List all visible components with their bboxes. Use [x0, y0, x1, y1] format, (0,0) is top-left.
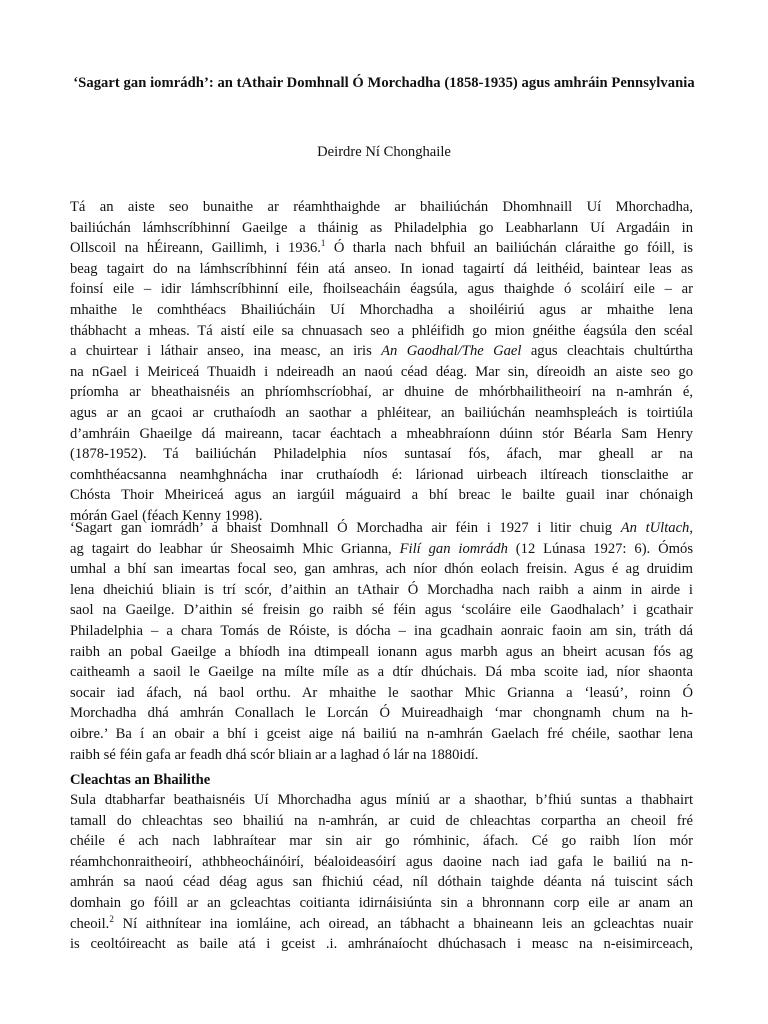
text-line: saol na Gaeilge. D’aithin sé freisin go raibh sé féin agus ‘scoláire eile Gaodhalach’ i gcathair — [70, 602, 693, 619]
text-line: foinsí eile – idir lámhscríbhinní eile, fhoilseacháin éagsúla, agus thaighde ó scoláirí eile – ar — [70, 281, 693, 298]
text-line: réamhchonraitheoirí, athbheocháinóirí, béaloideasóirí agus daoine nach iad gafa le bailiú na n- — [70, 853, 693, 870]
text-segment: Ní aithnítear ina iomláine, ach oiread, an tábhacht a bhaineann leis an gcleachtas nuair — [113, 915, 693, 932]
text-line: (1878-1952). Tá bailiúchán Philadelphia níos suntasaí fós, áfach, mar gheall ar na — [70, 446, 693, 463]
text-line: beag tagairt do na lámhscríbhinní féin atá anseo. In ionad tagairtí dá leithéid, baintear leas as — [70, 260, 693, 277]
text-line: Chósta Thoir Mheiriceá agus an iargúil máguaird a bhí breac le bailte guail inar chónaigh — [70, 487, 693, 504]
text-segment: , — [689, 520, 693, 536]
text-line: raibh sé féin gafa ar feadh dhá scór bliain ar a laghad ó lár na 1880idí. — [70, 746, 479, 763]
book-title: Filí gan iomrádh — [399, 540, 508, 557]
text-line: amhrán sa naoú céad déag agus san fhichiú céad, níl dóthain taighde déanta ná tuiscint sách — [70, 874, 693, 891]
text-line: is ceoltóireacht as baile atá i gceist .i. amhránaíocht dhúchasach i measc na n-eisimirceach, — [70, 936, 693, 953]
text-segment: cheoil. — [70, 915, 110, 932]
text-segment: Ó tharla nach bhfuil an bailiúchán cláraithe go fóill, is — [325, 240, 693, 257]
text-segment: Ollscoil na hÉireann, Gaillimh, i 1936. — [70, 240, 321, 257]
text-line: mórán Gael (féach Kenny 1998). — [70, 507, 263, 524]
footnote-marker-2[interactable]: 2 — [109, 913, 114, 924]
journal-title: An tUltach — [620, 520, 690, 536]
section-heading: Cleachtas an Bhailithe — [70, 772, 211, 788]
text-line: agus ar an gcaoi ar cruthaíodh an saothar a phléitear, an bailiúchán neamhspleách is toirtiúla — [70, 404, 693, 421]
text-line: oibre.’ Ba í an obair a bhí i gceist aige ná bailiú na n-amhrán Gaelach fré chéile, saothar lena — [70, 725, 693, 742]
text-line: thábhacht a mheas. Tá aistí eile sa chnuasach seo a phléifidh go mion gnéithe éagsúla den scéal — [70, 322, 693, 339]
text-line — [70, 341, 693, 362]
journal-title: An Gaodhal/The Gael — [381, 343, 522, 360]
text-segment: ‘Sagart gan iomrádh’ a bhaist Domhnall Ó Morchadha air féin i 1927 i litir chuig — [70, 520, 621, 536]
body-paragraph-2 — [70, 518, 693, 765]
text-line: caitheamh a saoil le Gaeilge na mílte míle as a dtír dhúchais. Dá mba scoite iad, níor shaonta — [70, 664, 693, 681]
text-line: príomha ar bheathaisnéis an phríomhscríobhaí, ar dhuine de mhórbhailitheoirí na n-amhrán é, — [70, 384, 693, 401]
text-line: Morchadha dhá amhrán Conallach le Lorcán Ó Muireadhaigh ‘mar chongnamh chum na h- — [70, 705, 693, 722]
body-paragraph-3 — [70, 790, 693, 955]
text-line — [70, 539, 693, 560]
paper-title: ‘Sagart gan iomrádh’: an tAthair Domhnall Ó Morchadha (1858-1935) agus amhráin Pennsylvania — [73, 75, 695, 91]
text-line: raibh an pobal Gaeilge a bhíodh ina dtimpeall ionann agus marbh agus an bheirt acusan fós ag — [70, 643, 693, 660]
text-line: domhain go fóill ar an gcleachtas coitianta idirnáisiúnta sin a bhronnann corp eile ar anam an — [70, 894, 693, 911]
body-paragraph-1 — [70, 197, 693, 527]
text-line: Sula dtabharfar beathaisnéis Uí Mhorchadha agus míniú ar a shaothar, b’fhiú suntas a thabhairt — [70, 792, 693, 808]
text-segment: agus cleachtais chultúrtha — [521, 343, 693, 360]
text-line: bailiúchán lámhscríbhinní Gaeilge a tháinig as Philadelphia go Leabharlann Uí Argadáin in — [70, 219, 693, 236]
text-line: comhthéacsanna neamhghnácha inar cruthaíodh é: lárionad uirbeach iltíreach tionsclaithe ar — [70, 466, 693, 483]
author-name: Deirdre Ní Chonghaile — [317, 144, 451, 160]
text-segment: (12 Lúnasa 1927: 6). Ómós — [507, 540, 693, 557]
text-line: umhal a bhí san imeartas focal seo, gan amhras, ach níor dhón eolach freisin. Agus é ag druidim — [70, 561, 693, 578]
text-line: tamall do chleachtas seo bhailiú na n-amhrán, ar cuid de chleachtas corpartha an cheoil fré — [70, 812, 693, 829]
text-line — [70, 518, 693, 539]
text-line: Tá an aiste seo bunaithe ar réamhthaighde ar bhailiúchán Dhomhnaill Uí Mhorchadha, — [70, 199, 693, 215]
text-segment: ag tagairt do leabhar úr Sheosaimh Mhic Grianna, — [70, 540, 400, 557]
text-line: na nGael i Meiriceá Thuaidh i ndeireadh an naoú céad déag. Mar sin, díreoidh an aiste seo go — [70, 363, 693, 380]
text-line: chéile é ach nach labhraítear mar sin air go rómhinic, áfach. Cé go raibh líon mór — [70, 833, 693, 850]
text-line — [70, 914, 693, 935]
text-line: lena dheichiú bliain is trí scór, d’aithin an tAthair Ó Morchadha nach raibh a ainm in airde i — [70, 581, 693, 598]
footnote-marker-1[interactable]: 1 — [320, 238, 326, 249]
text-line: Philadelphia – a chara Tomás de Róiste, is dócha – ina gcadhain aonraic faoin am sin, tráth dá — [70, 622, 693, 639]
text-line: socair iad áfach, ná baol orthu. Ar mhaithe le saothar Mhic Grianna a ‘leasú’, roinn Ó — [70, 684, 693, 701]
text-line: mhaithe le comhthéacs Bhailiúcháin Uí Mhorchadha a shoiléiriú agus ar mhaithe lena — [70, 301, 693, 318]
text-line: d’amhráin Ghaeilge dá maireann, tacar éachtach a mheabhraíonn dúinn stór Béarla Sam Henry — [70, 425, 693, 442]
text-segment: a chuirtear i láthair anseo, ina measc, an iris — [70, 343, 382, 360]
text-line — [70, 238, 693, 259]
